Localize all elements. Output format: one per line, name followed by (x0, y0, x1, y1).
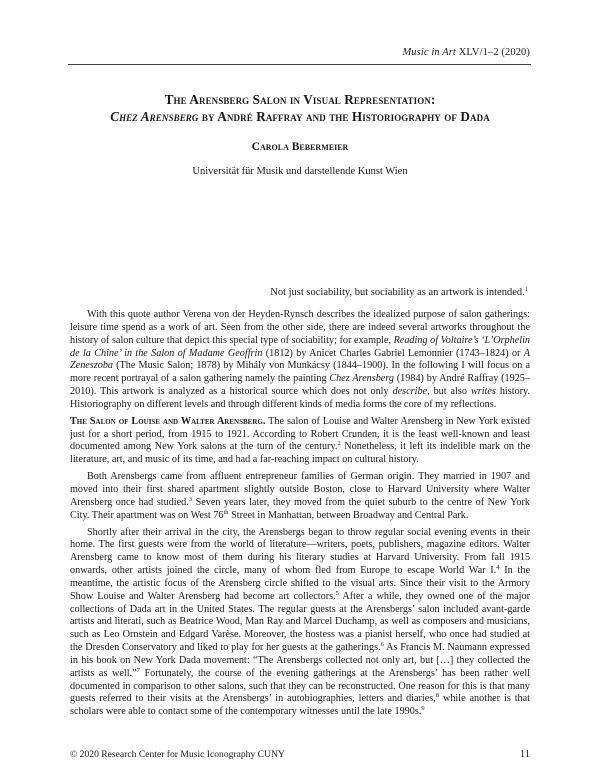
p1-text-b: (1812) by Anicet Charles Gabriel Lemonnier (1743–1824) or (262, 347, 524, 359)
p4-text-a: Shortly after their arrival in the city, the Arensbergs began to throw regular social evening events in their home. The first guests were from the world of literature—writers, poets, publishers, magazine editors. Walter Arensberg came to know most of them during his literary studies at Harvard University. From fall 1915 onwards, other artists joined the circle, many of whom fled from Europe to escape World War I. (70, 526, 530, 577)
footnote-ref-7[interactable]: 7 (136, 666, 140, 674)
journal-volume: XLV/1–2 (2020) (458, 47, 530, 58)
p1-emphasis-writes: writes (470, 386, 496, 398)
p2-text-a: The salon of Louise and Walter Arensberg in New York existed just for a short period, from 1915 to 1921. According to Robert Crunden, it is the least well-known and least documented among New York salons at the turn of the century. (70, 415, 530, 453)
title-line-2 (70, 108, 530, 125)
epigraph (270, 287, 528, 298)
title-line-1: The Arensberg Salon in Visual Representation: (164, 92, 436, 107)
p4-text-e: Fortunately, the course of the evening gatherings at the Arensbergs’ has been rather well documented in comparison to other salons, such that they can be reconstructed. One reason for this is that many guests referred to their visits at the Arensbergs’ in autobiographies, letters and diaries, (70, 667, 530, 705)
running-header (402, 47, 530, 58)
p1-emphasis-describe: describe (392, 386, 428, 398)
p1-text-e: , but also (427, 386, 471, 398)
footer-copyright: © 2020 Research Center for Music Iconography CUNY (70, 749, 285, 760)
author-name: Carola Bebermeier (251, 141, 349, 153)
p1-artwork-title-raffray: Chez Arensberg (329, 373, 394, 385)
footnote-ref-6[interactable]: 6 (380, 641, 384, 649)
article-title (70, 91, 530, 125)
footnote-ref-3[interactable]: 3 (188, 495, 193, 503)
footnote-ref-5[interactable]: 5 (335, 589, 339, 597)
page-number: 11 (519, 749, 530, 760)
p2-text-b: Nonetheless, it left its indelible mark on the literature, art, and music of its time, and had a far-reaching impact on cultural history. (70, 441, 530, 466)
p1-text-d: (1984) by André Raffray (1925–2010). This artwork is analyzed as a historical source which does not only (70, 373, 530, 398)
article-body (70, 309, 530, 723)
paragraph-1 (70, 309, 530, 412)
epigraph-text: Not just sociability, but sociability as an artwork is intended. (270, 287, 525, 298)
p1-artwork-title-munkacsy: A Zeneszoba (70, 347, 531, 372)
p3-text-a: Both Arensbergs came from affluent entrepreneur families of German origin. They married in 1907 and moved into their first shared apartment slightly outside Boston, close to Harvard University where Walter Arensberg once had studied. (70, 471, 530, 508)
p3-text-c: Street in Manhattan, between Broadway and Central Park. (228, 509, 469, 521)
footnote-ref-2[interactable]: 2 (337, 440, 341, 448)
p4-text-b: In the meantime, the artistic focus of the Arensberg circle shifted to the visual arts. Since their visit to the Armory Show Louise and Walter Arensberg had become art collectors. (70, 565, 530, 602)
footnote-ref-4[interactable]: 4 (496, 564, 500, 572)
title-line-2-rest: by André Raffray and the Historiography of Dada (198, 109, 490, 124)
header-rule (68, 64, 531, 65)
footnote-ref-9[interactable]: 9 (421, 705, 425, 713)
paragraph-3 (70, 471, 530, 522)
journal-name: Music in Art (402, 47, 456, 58)
p4-text-d: As Francis M. Naumann expressed in his book on New York Dada movement: “The Arensbergs collected not only art, but […] they collected the artists as well.” (70, 642, 530, 679)
title-italic: Chez Arensberg (110, 109, 199, 124)
footnote-ref-1[interactable]: 1 (524, 286, 528, 293)
p1-text-f: history. Historiography on different levels and through different kinds of media forms the core of my reflections. (70, 386, 531, 410)
p1-artwork-title-lemonnier: Reading of Voltaire’s ‘L’Orphelin de la Chine’ in the Salon of Madame Geoffrin (70, 334, 531, 359)
ordinal-suffix: th (223, 508, 229, 516)
paragraph-4 (70, 527, 530, 720)
p4-text-f: while another is that scholars were able to contact some of the contemporary witnesses until the late 1990s. (70, 693, 530, 718)
p1-text-a: With this quote author Verena von der Heyden-Rynsch describes the idealized purpose of salon gatherings: leisure time spend as a work of art. Seen from the other side, there are indeed several artworks throughout the history of salon culture that depict this special type of sociability; for example, (70, 309, 530, 346)
footnote-ref-8[interactable]: 8 (435, 692, 440, 700)
paragraph-2 (70, 416, 530, 467)
p3-text-b: Seven years later, they moved from the quiet suburb to the centre of New York City. Their apartment was on West 76 (70, 496, 530, 521)
p1-text-c: (The Music Salon; 1878) by Mihály von Munkácsy (1844–1900). In the following I will focus on a more recent portrayal of a salon gathering namely the painting (70, 360, 530, 385)
author-affiliation: Universität für Musik und darstellende Kunst Wien (192, 166, 408, 177)
section-heading: The Salon of Louise and Walter Arensberg. (70, 415, 266, 427)
p4-text-c: After a while, they owned one of the major collections of Dada art in the United States. The regular guests at the Arensbergs’ salon included avant-garde artists and literati, such as Beatrice Wood, Man Ray and Marcel Duchamp, as well as composers and musicians, such as Leo Ornstein and Edgard Varèse. Moreover, the hostess was a pianist herself, who once had studied at the Dresden Conservatory and liked to play for her guests at the gatherings. (70, 590, 530, 654)
